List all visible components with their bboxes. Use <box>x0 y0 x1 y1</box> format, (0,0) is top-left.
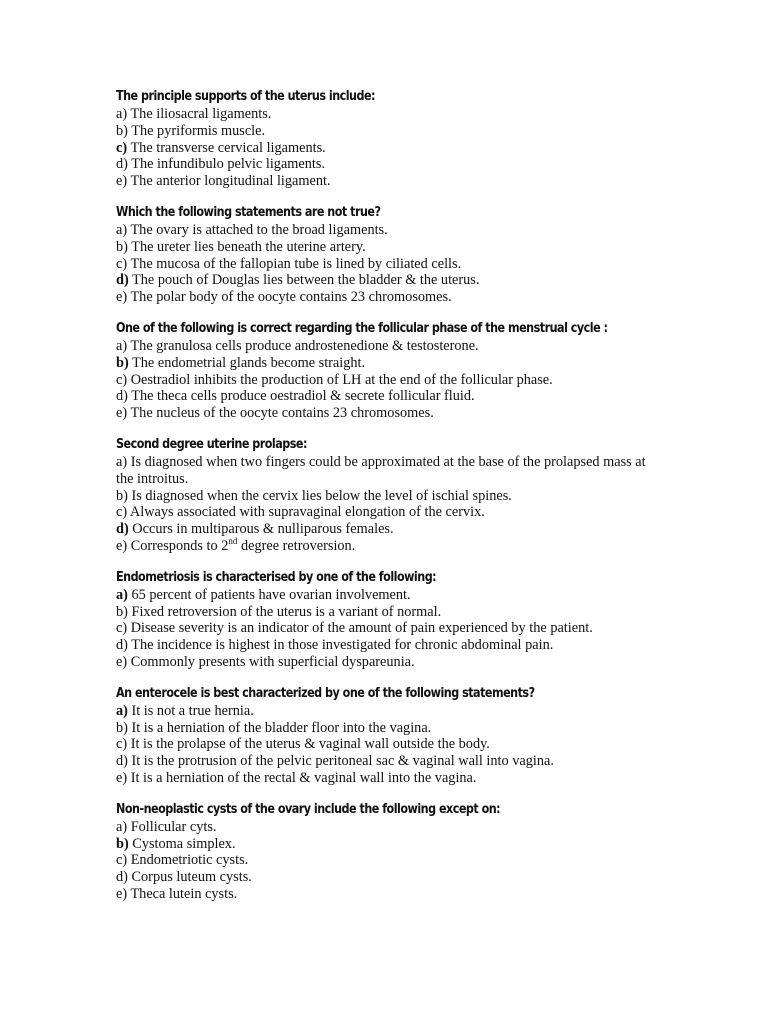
question-title: Endometriosis is characterised by one of the following: <box>116 569 437 585</box>
option-text-continued: degree retroversion. <box>237 537 356 554</box>
option-letter: b) <box>116 487 128 504</box>
question-block <box>116 88 656 190</box>
option-text: The pyriformis muscle. <box>131 122 266 139</box>
option-letter: c) <box>116 620 128 637</box>
option-item <box>116 173 656 190</box>
option-letter: e) <box>116 537 128 554</box>
option-text: The endometrial glands become straight. <box>132 354 366 371</box>
option-text: Theca lutein cysts. <box>130 885 238 902</box>
question-title: Which the following statements are not true? <box>116 204 381 220</box>
option-text: Corpus luteum cysts. <box>131 869 252 886</box>
option-list <box>116 819 656 903</box>
option-list <box>116 222 656 306</box>
option-letter: d) <box>116 753 128 770</box>
option-text: It is a herniation of the rectal & vaginal wall into the vagina. <box>130 769 477 786</box>
option-item <box>116 538 656 555</box>
option-text: The polar body of the oocyte contains 23 chromosomes. <box>130 289 452 306</box>
option-item <box>116 140 656 157</box>
option-text: Is diagnosed when two fingers could be approximated at the base of the prolapsed mass at the introitus. <box>116 453 646 487</box>
option-letter: e) <box>116 405 128 422</box>
option-letter-answer: d) <box>116 272 129 289</box>
option-text: 65 percent of patients have ovarian involvement. <box>131 586 411 603</box>
option-letter: c) <box>116 255 128 272</box>
option-item <box>116 836 656 853</box>
option-item <box>116 819 656 836</box>
option-item <box>116 338 656 355</box>
option-letter: c) <box>116 504 128 521</box>
option-item <box>116 604 656 621</box>
question-block <box>116 204 656 306</box>
question-title: Second degree uterine prolapse: <box>116 436 307 452</box>
option-letter: c) <box>116 371 128 388</box>
option-item <box>116 123 656 140</box>
option-list <box>116 338 656 422</box>
option-text: The infundibulo pelvic ligaments. <box>131 156 326 173</box>
option-text: The nucleus of the oocyte contains 23 chromosomes. <box>130 405 434 422</box>
option-letter: a) <box>116 221 128 238</box>
option-text: Occurs in multiparous & nulliparous females. <box>132 521 394 538</box>
option-letter: e) <box>116 885 128 902</box>
option-text: Follicular cyts. <box>130 818 217 835</box>
option-letter: d) <box>116 156 128 173</box>
option-item <box>116 753 656 770</box>
option-letter: b) <box>116 719 128 736</box>
option-letter-answer: d) <box>116 521 129 538</box>
option-item <box>116 289 656 306</box>
option-item <box>116 222 656 239</box>
option-text: The anterior longitudinal ligament. <box>130 173 331 190</box>
option-text: Always associated with supravaginal elongation of the cervix. <box>129 504 485 521</box>
option-letter-answer: b) <box>116 354 129 371</box>
option-text: Endometriotic cysts. <box>130 852 249 869</box>
question-block <box>116 320 656 422</box>
option-letter: a) <box>116 818 128 835</box>
option-item <box>116 869 656 886</box>
question-title: Non-neoplastic cysts of the ovary include the following except on: <box>116 801 501 817</box>
option-letter-answer: a) <box>116 586 128 603</box>
option-letter: d) <box>116 388 128 405</box>
question-block <box>116 436 656 555</box>
option-item <box>116 454 656 488</box>
option-item <box>116 405 656 422</box>
option-text: Is diagnosed when the cervix lies below the level of ischial spines. <box>131 487 512 504</box>
option-item <box>116 637 656 654</box>
option-text: The ureter lies beneath the uterine artery. <box>131 238 366 255</box>
option-text: Oestradiol inhibits the production of LH at the end of the follicular phase. <box>130 371 553 388</box>
option-list <box>116 703 656 787</box>
option-letter: d) <box>116 869 128 886</box>
option-item <box>116 521 656 538</box>
option-letter: e) <box>116 173 128 190</box>
question-title: The principle supports of the uterus include: <box>116 89 376 104</box>
question-title: An enterocele is best characterized by one of the following statements? <box>116 685 535 701</box>
option-letter: e) <box>116 289 128 306</box>
option-text: Fixed retroversion of the uterus is a variant of normal. <box>131 603 442 620</box>
option-letter: e) <box>116 653 128 670</box>
option-letter-answer: b) <box>116 835 129 852</box>
option-letter-answer: c) <box>116 139 128 156</box>
option-item <box>116 488 656 505</box>
option-item <box>116 720 656 737</box>
option-item <box>116 703 656 720</box>
option-text: Disease severity is an indicator of the amount of pain experienced by the patient. <box>130 620 593 637</box>
question-block <box>116 801 656 903</box>
document-page <box>116 88 656 917</box>
option-text: The ovary is attached to the broad ligaments. <box>130 221 388 238</box>
option-letter: c) <box>116 736 128 753</box>
option-item <box>116 770 656 787</box>
option-item <box>116 654 656 671</box>
option-text: It is the protrusion of the pelvic peritoneal sac & vaginal wall into vagina. <box>131 753 554 770</box>
option-item <box>116 256 656 273</box>
option-text: The pouch of Douglas lies between the bladder & the uterus. <box>132 272 480 289</box>
option-item <box>116 620 656 637</box>
option-text: Commonly presents with superficial dyspareunia. <box>130 653 415 670</box>
option-item <box>116 372 656 389</box>
option-letter: d) <box>116 637 128 654</box>
option-text: It is not a true hernia. <box>131 702 254 719</box>
option-text: It is a herniation of the bladder floor into the vagina. <box>131 719 432 736</box>
option-letter-answer: a) <box>116 702 128 719</box>
option-item <box>116 852 656 869</box>
option-text: The iliosacral ligaments. <box>130 106 272 122</box>
question-block <box>116 685 656 787</box>
option-item <box>116 272 656 289</box>
option-letter: a) <box>116 337 128 354</box>
option-letter: b) <box>116 238 128 255</box>
option-letter: a) <box>116 453 128 470</box>
question-block <box>116 569 656 671</box>
option-item <box>116 886 656 903</box>
option-text: The granulosa cells produce androstenedione & testosterone. <box>130 337 479 354</box>
option-item <box>116 736 656 753</box>
option-letter: a) <box>116 106 128 122</box>
option-letter: e) <box>116 769 128 786</box>
option-text: It is the prolapse of the uterus & vaginal wall outside the body. <box>130 736 490 753</box>
option-text: Corresponds to 2 <box>130 537 229 554</box>
superscript-ordinal: nd <box>228 536 238 547</box>
option-letter: b) <box>116 122 128 139</box>
option-text: The transverse cervical ligaments. <box>130 139 326 156</box>
option-item <box>116 355 656 372</box>
option-list <box>116 106 656 190</box>
option-letter: b) <box>116 603 128 620</box>
option-list <box>116 587 656 671</box>
option-text: Cystoma simplex. <box>132 835 236 852</box>
option-text: The incidence is highest in those investigated for chronic abdominal pain. <box>131 637 554 654</box>
option-item <box>116 587 656 604</box>
option-text: The mucosa of the fallopian tube is lined by ciliated cells. <box>130 255 462 272</box>
option-item <box>116 156 656 173</box>
option-list <box>116 454 656 555</box>
option-item <box>116 239 656 256</box>
option-item <box>116 106 656 123</box>
option-item <box>116 504 656 521</box>
option-item <box>116 388 656 405</box>
option-text: The theca cells produce oestradiol & secrete follicular fluid. <box>131 388 475 405</box>
option-letter: c) <box>116 852 128 869</box>
question-title: One of the following is correct regarding the follicular phase of the menstrual cycle : <box>116 320 608 336</box>
